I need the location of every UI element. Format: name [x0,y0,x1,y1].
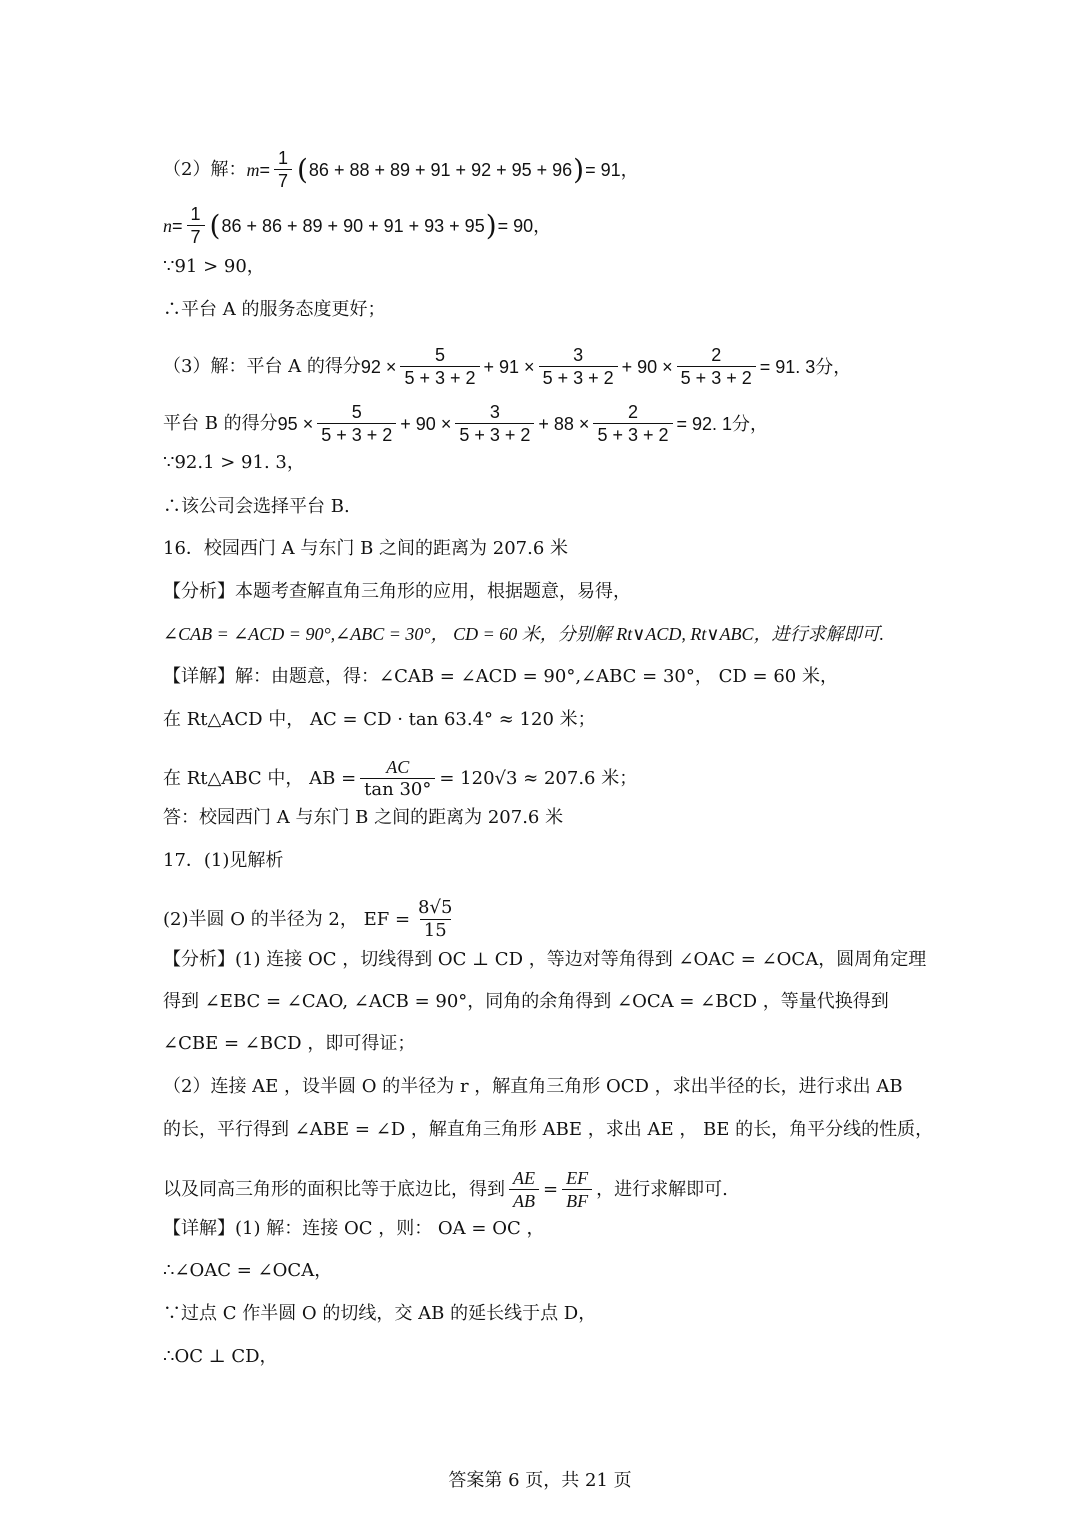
sum: 86 + 88 + 89 + 91 + 92 + 95 + 96 [308,159,573,180]
denominator: BF [562,1189,592,1212]
term: + 91 × [483,356,535,377]
fraction [317,401,396,446]
term: + 90 × [400,413,452,434]
numerator: 1 [277,148,288,168]
line-m-mean [163,147,639,192]
numerator: 2 [627,402,638,422]
var-m: m [246,159,260,180]
numerator: AC [386,757,410,777]
line-q16-detail: 【详解】解：由题意，得：∠CAB = ∠ACD = 90°,∠ABC = 30°， CD = 60 米， [163,666,838,687]
sum: 86 + 86 + 89 + 90 + 91 + 93 + 95 [221,215,485,236]
line-q17-detail-4: ∴OC ⊥ CD， [163,1346,278,1367]
text: = 120√3 ≈ 207.6 米； [439,767,638,789]
fraction [414,897,456,942]
term: 95 × [277,413,314,434]
denominator: AB [509,1189,539,1212]
denominator: 5 + 3 + 2 [400,366,479,389]
denominator: 5 + 3 + 2 [677,366,756,389]
numerator: 5 [434,345,445,365]
numerator: 1 [190,204,201,224]
line-n-mean [163,203,551,248]
text: （3）解：平台 A 的得分 [163,355,361,377]
line-q17-detail-2: ∴∠OAC = ∠OCA， [163,1260,333,1281]
line-conclusion-1: ∴平台 A 的服务态度更好； [163,299,386,320]
numerator: 5 [351,402,362,422]
denominator: tan 30° [360,778,435,801]
equals: = [543,1178,559,1200]
line-q16-analysis: 【分析】本题考查解直角三角形的应用，根据题意，易得， [163,581,631,602]
line-q16-acd: 在 Rt△ACD 中， AC = CD · tan 63.4° ≈ 120 米； [163,709,596,730]
fraction [593,401,672,446]
line-q17-2 [163,897,460,942]
line-score-a [163,344,851,389]
numerator: 3 [573,345,584,365]
result: = 90， [497,215,552,236]
line-q16-analysis-2: ∠CAB = ∠ACD = 90°,∠ABC = 30°， CD = 60 米，分别解 Rt∨ACD, Rt∨ABC，进行求解即可. [163,624,885,644]
line-q17-analysis-4: （2）连接 AE ，设半圆 O 的半径为 r ，解直角三角形 OCD ，求出半径的长，进行求出 AB [163,1076,903,1097]
line-conclusion-2: ∴该公司会选择平台 B. [163,496,350,517]
numerator: EF [566,1168,589,1188]
text: 在 Rt△ABC 中， AB = [163,767,357,789]
text: 平台 B 的得分 [163,412,278,434]
denominator: 5 + 3 + 2 [593,423,672,446]
denominator: 5 + 3 + 2 [317,423,396,446]
denominator: 5 + 3 + 2 [455,423,534,446]
fraction [539,344,618,389]
line-q17-1: 17．(1)见解析 [163,850,284,871]
line-q17-detail-1: 【详解】(1) 解：连接 OC ，则： OA = OC ， [163,1218,545,1239]
fraction [400,344,479,389]
result: = 91. 3分， [759,356,852,377]
paren: ) [485,208,497,242]
page-footer: 答案第 6 页，共 21 页 [448,1470,632,1491]
fraction [562,1167,592,1212]
text: (2)半圆 O 的半径为 2， EF = [163,908,411,930]
var-n: n [163,215,172,236]
fraction [455,401,534,446]
fraction [360,756,435,801]
denominator: 5 + 3 + 2 [539,366,618,389]
fraction [677,344,756,389]
line-q17-analysis-1: 【分析】(1) 连接 OC ，切线得到 OC ⊥ CD ，等边对等角得到 ∠OAC = ∠OCA，圆周角定理 [163,949,927,970]
numerator: 3 [489,402,500,422]
text: = [259,159,270,180]
denominator: 15 [420,919,451,942]
term: + 90 × [621,356,673,377]
line-q17-detail-3: ∵过点 C 作半圆 O 的切线，交 AB 的延长线于点 D， [163,1303,597,1324]
line-q17-analysis-6 [163,1167,728,1212]
paren: ) [573,152,585,186]
line-q16-answer: 16．校园西门 A 与东门 B 之间的距离为 207.6 米 [163,538,568,559]
text: 以及同高三角形的面积比等于底边比，得到 [163,1178,505,1200]
denominator: 7 [187,225,205,248]
line-score-b [163,401,768,446]
line-q17-analysis-5: 的长，平行得到 ∠ABE = ∠D ，解直角三角形 ABE ，求出 AE ， BE 的长，角平分线的性质， [163,1119,934,1140]
fraction [509,1167,539,1212]
term: + 88 × [538,413,590,434]
term: 92 × [360,356,397,377]
numerator: 8√5 [418,897,453,918]
denominator: 7 [274,169,292,192]
line-q16-final: 答：校园西门 A 与东门 B 之间的距离为 207.6 米 [163,807,564,828]
line-compare-2: ∵92.1 > 91. 3， [163,452,305,473]
numerator: 2 [711,345,722,365]
text: = [172,215,183,236]
text: ，进行求解即可. [596,1178,728,1200]
text: （2）解： [163,158,247,180]
paren: ( [296,152,308,186]
line-q17-analysis-3: ∠CBE = ∠BCD ，即可得证； [163,1033,416,1054]
fraction [187,203,205,248]
fraction [274,147,292,192]
result: = 91， [585,159,639,180]
numerator: AE [513,1168,535,1188]
line-q16-abc [163,756,637,801]
line-compare-1: ∵91 > 90， [163,256,265,277]
paren: ( [209,208,221,242]
result: = 92. 1分， [676,413,769,434]
line-q17-analysis-2: 得到 ∠EBC = ∠CAO, ∠ACB = 90°，同角的余角得到 ∠OCA = ∠BCD ，等量代换得到 [163,991,889,1012]
